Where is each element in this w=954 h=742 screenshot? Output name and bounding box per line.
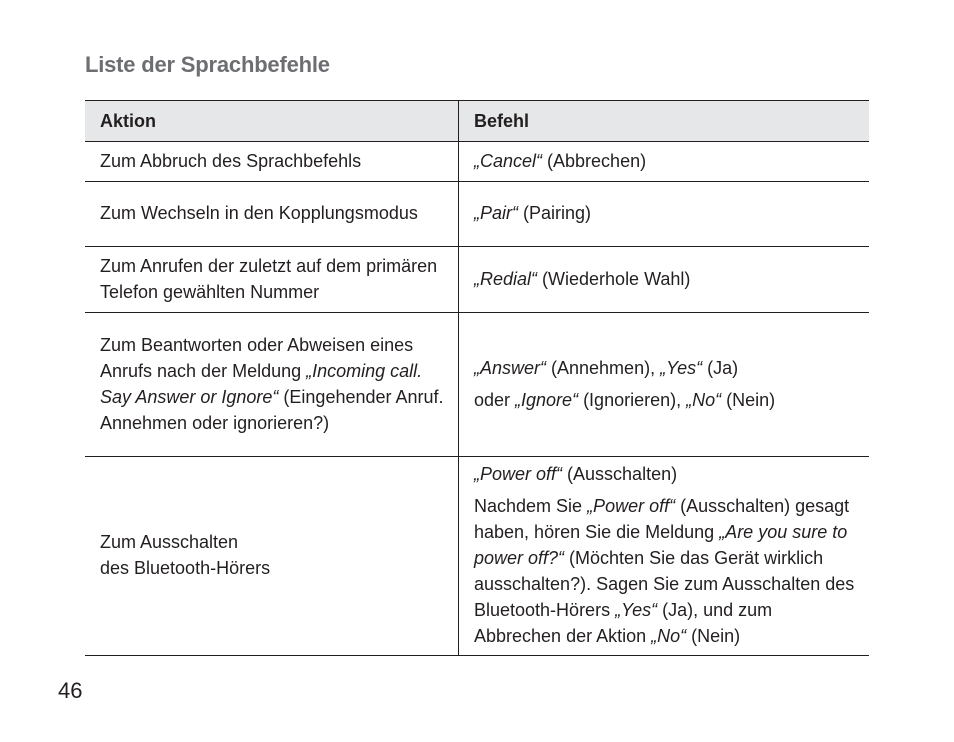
action-text: Zum Wechseln in den Kopplungsmodus xyxy=(100,203,418,223)
table-header-row xyxy=(85,101,869,142)
command-translation: (Abbrechen) xyxy=(542,150,647,171)
detail-text: Nachdem Sie xyxy=(474,496,588,516)
table-row xyxy=(85,247,869,313)
command-translation: (Annehmen), xyxy=(546,357,661,378)
detail-quote: „Are you sure to power off?“ xyxy=(474,522,848,568)
detail-quote: „No“ xyxy=(651,626,687,646)
action-line: des Bluetooth-Hörers xyxy=(100,558,271,578)
command-keyword: „Redial“ xyxy=(474,268,538,289)
command-translation: (Ausschalten) xyxy=(562,464,678,484)
action-cell xyxy=(85,313,459,457)
command-cell xyxy=(459,182,870,247)
action-cell: Zum Abbruch des Sprachbefehls xyxy=(85,142,459,182)
section-title: Liste der Sprachbefehle xyxy=(85,52,330,77)
command-line xyxy=(474,461,859,487)
action-text: Zum Beantworten oder Abweisen eines Anrufs nach der Meldung xyxy=(100,334,414,381)
command-translation: (Ignorieren), xyxy=(578,389,687,410)
header-command: Befehl xyxy=(459,101,870,142)
command-line xyxy=(474,387,859,413)
detail-text: (Ja), und zum Abbrechen der Aktion xyxy=(474,600,773,646)
table-row xyxy=(85,457,869,656)
command-cell xyxy=(459,142,870,182)
command-connector: oder xyxy=(474,389,516,410)
command-line xyxy=(474,355,859,381)
command-keyword: „Yes“ xyxy=(660,357,703,378)
action-cell: Zum Anrufen der zuletzt auf dem primären Telefon gewählten Nummer xyxy=(85,247,459,313)
command-keyword: „Ignore“ xyxy=(515,389,579,410)
command-translation: (Wiederhole Wahl) xyxy=(537,268,691,289)
command-keyword: „Power off“ xyxy=(474,464,563,484)
command-cell xyxy=(459,247,870,313)
detail-text: (Nein) xyxy=(686,626,741,646)
command-cell xyxy=(459,457,870,656)
action-cell xyxy=(85,457,459,656)
voice-commands-table xyxy=(85,100,869,656)
action-cell xyxy=(85,182,459,247)
detail-quote: „Yes“ xyxy=(615,600,658,620)
command-keyword: „Pair“ xyxy=(474,203,518,223)
table-row xyxy=(85,142,869,182)
command-keyword: „No“ xyxy=(686,389,722,410)
detail-text: (Möchten Sie das Gerät wirklich ausschalten?). Sagen Sie zum Ausschalten des Bluetooth-Hörers xyxy=(474,548,855,620)
table-row xyxy=(85,182,869,247)
command-cell xyxy=(459,313,870,457)
detail-quote: „Power off“ xyxy=(587,496,676,516)
action-text: (Eingehender Anruf. Annehmen oder ignorieren?) xyxy=(100,386,444,433)
command-keyword: „Answer“ xyxy=(474,357,547,378)
table-row xyxy=(85,313,869,457)
header-action: Aktion xyxy=(85,101,459,142)
action-message-quote: „Incoming call. Say Answer or Ignore“ xyxy=(100,360,423,407)
action-line: Zum Ausschalten xyxy=(100,532,239,552)
command-translation: (Ja) xyxy=(702,357,739,378)
command-keyword: „Cancel“ xyxy=(474,150,543,171)
detail-text: (Ausschalten) gesagt haben, hören Sie die Meldung xyxy=(474,496,850,542)
command-translation: (Pairing) xyxy=(518,203,592,223)
command-detail xyxy=(474,493,859,649)
command-translation: (Nein) xyxy=(721,389,776,410)
page-number: 46 xyxy=(58,678,83,703)
